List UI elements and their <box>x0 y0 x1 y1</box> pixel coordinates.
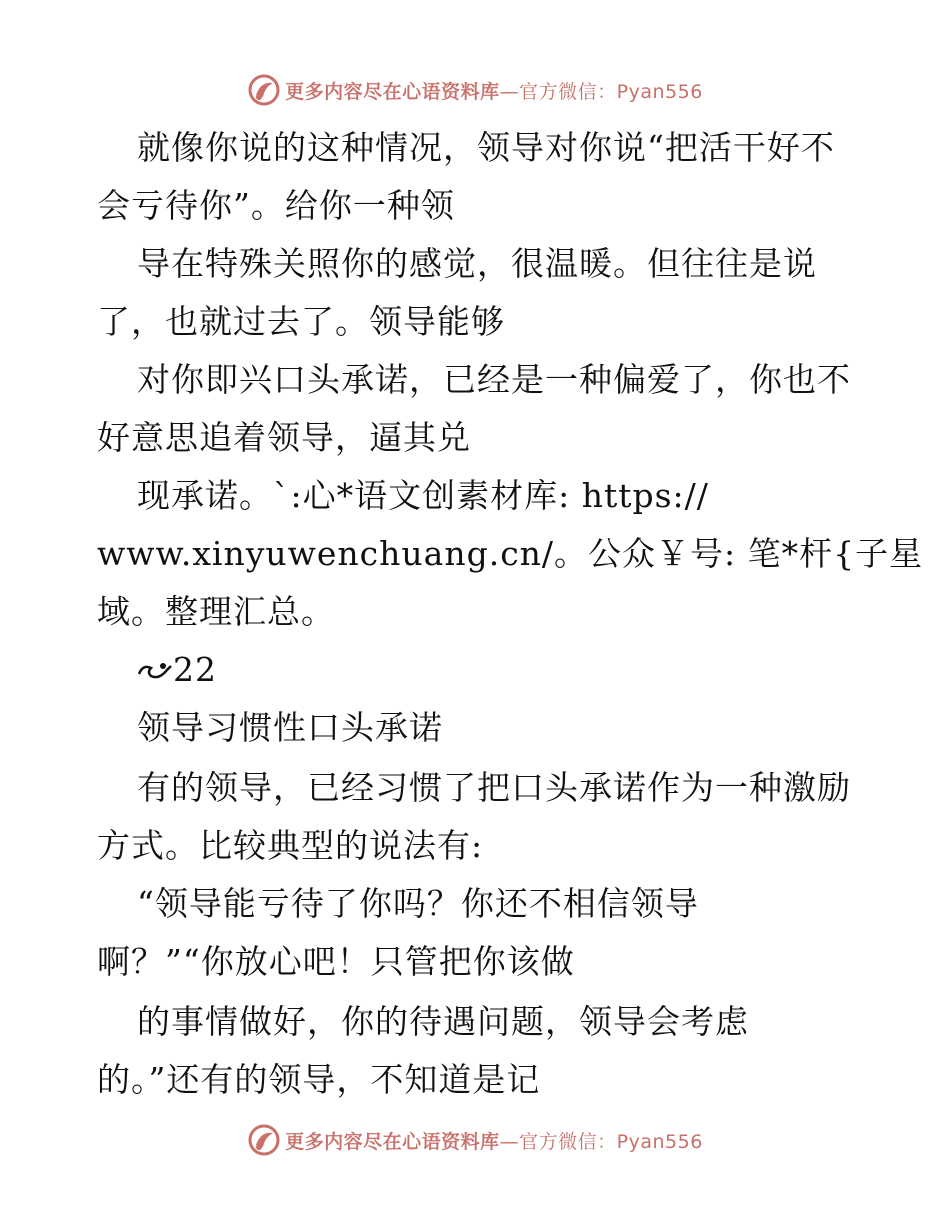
text-line: www.xinyuwenchuang.cn/。公众￥号: 笔*杆{子星 <box>97 534 924 573</box>
text-line: 会亏待你”。给你一种领 <box>97 186 455 225</box>
text-line: 好意思追着领导，逼其兑 <box>97 418 471 457</box>
fleuron-icon <box>137 658 173 682</box>
text-line: 啊？”“你放心吧！只管把你该做 <box>97 942 575 981</box>
text-line: 就像你说的这种情况，领导对你说“把活干好不 <box>137 128 835 167</box>
text-line: 的。”还有的领导，不知道是记 <box>97 1060 541 1099</box>
section-number: 22 <box>173 650 217 689</box>
section-heading: 领导习惯性口头承诺 <box>137 708 443 747</box>
text-line: 导在特殊关照你的感觉，很温暖。但往往是说 <box>137 244 817 283</box>
header-banner-text: 更多内容尽在心语资料库—官方微信：Pyan556 <box>285 80 703 103</box>
text-line: “领导能亏待了你吗？你还不相信领导 <box>137 884 699 923</box>
text-line: 方式。比较典型的说法有: <box>97 826 484 865</box>
footer-banner-text: 更多内容尽在心语资料库—官方微信：Pyan556 <box>285 1130 703 1153</box>
text-line: 的事情做好，你的待遇问题，领导会考虑 <box>137 1002 749 1041</box>
text-line: 域。整理汇总。 <box>97 592 335 631</box>
footer-watermark <box>0 1120 950 1160</box>
brand-logo-icon <box>247 1123 281 1157</box>
brand-logo-icon <box>247 73 281 107</box>
text-line: 了，也就过去了。领导能够 <box>97 302 505 341</box>
section-number-line <box>137 650 217 690</box>
header-watermark <box>0 70 950 110</box>
text-line: 有的领导，已经习惯了把口头承诺作为一种激励 <box>137 768 851 807</box>
text-line: 现承诺。`:心*语文创素材库: https:// <box>137 476 709 515</box>
text-line: 对你即兴口头承诺，已经是一种偏爱了，你也不 <box>137 360 851 399</box>
